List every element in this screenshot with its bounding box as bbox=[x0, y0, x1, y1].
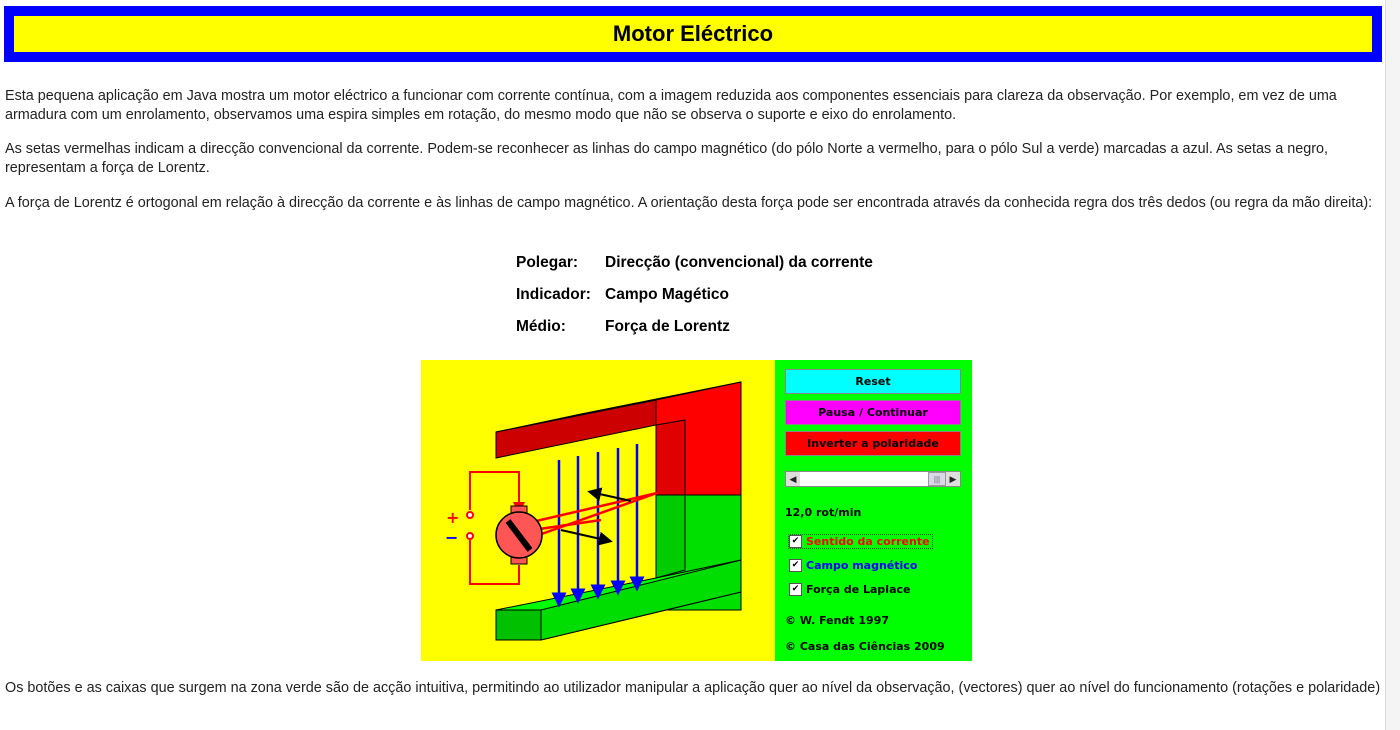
footer-paragraph: Os botões e as caixas que surgem na zona verde são de acção intuitiva, permitindo ao utilizador manipular a aplicação quer ao nível da observação, (vectores) quer ao nível do funcionamento (rotações e polaridade) bbox=[5, 680, 1381, 696]
finger-label: Médio: bbox=[516, 318, 566, 335]
scroll-right-icon[interactable]: ▶ bbox=[946, 472, 960, 486]
finger-row bbox=[516, 318, 873, 350]
page-title: Motor Eléctrico bbox=[14, 16, 1372, 52]
checkbox-force[interactable] bbox=[789, 583, 910, 596]
motor-simulation bbox=[421, 360, 775, 661]
finger-row bbox=[516, 286, 873, 318]
finger-row bbox=[516, 254, 873, 286]
lorentz-force-arrows bbox=[561, 493, 631, 540]
commutator bbox=[496, 506, 542, 564]
minus-terminal-label: − bbox=[445, 528, 459, 547]
checkmark-icon: ✔ bbox=[789, 583, 802, 596]
arrows-paragraph: As setas vermelhas indicam a direcção convencional da corrente. Podem-se reconhecer as linhas do campo magnético (do pólo Norte a vermelho, para o pólo Sul a verde) marcadas a azul. As setas a negro, representam a força de Lorentz. bbox=[5, 141, 1329, 176]
scroll-thumb[interactable]: ||| bbox=[928, 472, 946, 486]
finger-value: Direcção (convencional) da corrente bbox=[605, 254, 873, 271]
reset-button[interactable]: Reset bbox=[785, 369, 961, 394]
control-panel bbox=[775, 360, 972, 661]
checkbox-field-label: Campo magnético bbox=[806, 559, 918, 572]
finger-label: Polegar: bbox=[516, 254, 579, 271]
invert-polarity-button[interactable]: Inverter a polaridade bbox=[785, 431, 961, 456]
pause-continue-button[interactable]: Pausa / Continuar bbox=[785, 400, 961, 425]
speed-scrollbar[interactable] bbox=[785, 471, 961, 487]
lorentz-paragraph: A força de Lorentz é ortogonal em relação à direcção da corrente e às linhas de campo magnético. A orientação desta força pode ser encontrada através da conhecida regra dos três dedos (ou regra da mão direita): bbox=[5, 195, 1373, 211]
title-banner bbox=[4, 6, 1382, 62]
credit-casa: © Casa das Ciências 2009 bbox=[785, 640, 945, 653]
checkbox-current-label: Sentido da corrente bbox=[806, 535, 930, 548]
finger-value: Força de Lorentz bbox=[605, 318, 730, 335]
finger-label: Indicador: bbox=[516, 286, 591, 303]
checkbox-field[interactable] bbox=[789, 559, 917, 572]
scroll-left-icon[interactable]: ◀ bbox=[786, 472, 800, 486]
checkmark-icon: ✔ bbox=[789, 559, 802, 572]
intro-paragraph: Esta pequena aplicação em Java mostra um motor eléctrico a funcionar com corrente contínua, com a imagem reduzida aos componentes essenciais para clareza da observação. Por exemplo, em vez de uma armadura com um enrolamento, observamos uma espira simples em rotação, do mesmo modo que não se observa o suporte e eixo do enrolamento. bbox=[5, 88, 1337, 123]
checkbox-current[interactable] bbox=[789, 535, 932, 548]
page-scrollbar[interactable] bbox=[1385, 0, 1400, 730]
credit-fendt: © W. Fendt 1997 bbox=[785, 614, 890, 627]
speed-readout: 12,0 rot/min bbox=[785, 506, 862, 519]
three-finger-rule bbox=[516, 254, 873, 350]
field-lines bbox=[559, 444, 637, 600]
finger-value: Campo Magético bbox=[605, 286, 730, 303]
plus-terminal-label: + bbox=[446, 508, 460, 527]
motor-applet[interactable] bbox=[421, 360, 972, 661]
checkmark-icon: ✔ bbox=[789, 535, 802, 548]
checkbox-force-label: Força de Laplace bbox=[806, 583, 911, 596]
motor-drawing bbox=[421, 360, 775, 661]
